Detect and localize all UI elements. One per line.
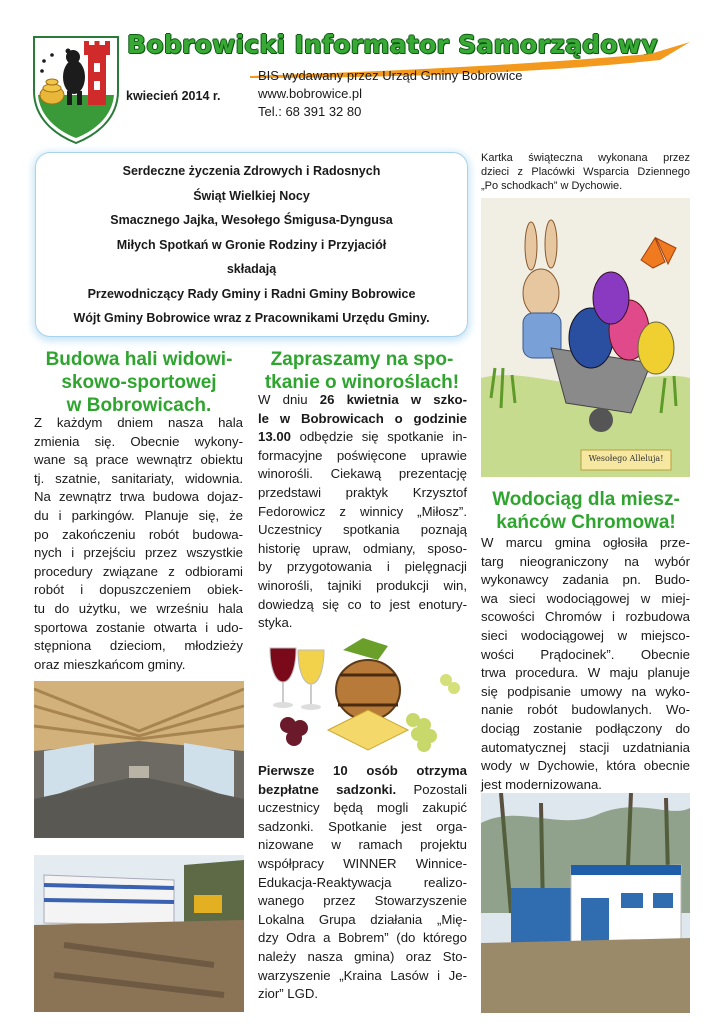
text-line: dzy Odra a Bobrem” (do którego	[258, 930, 467, 946]
card-caption	[481, 151, 690, 193]
text-line: by przygotowania i pielęgnacji	[258, 559, 467, 575]
text-line: Z każdym dniem nasza hala	[34, 415, 243, 430]
wish-line: Wójt Gminy Bobrowice wraz z Pracownikami Urzędu Gminy.	[73, 311, 430, 325]
text-span: Pozostali	[396, 781, 467, 797]
text-line: du i parkingów. Planuje się, że	[34, 507, 243, 523]
text-line: tj. szatnie, sanitariaty, widownia.	[34, 470, 243, 486]
text-line: wości Prądocinek”. Obecnie	[481, 646, 690, 662]
text-line: wa sieci wodociągowej w miej-	[481, 590, 690, 606]
water-station-photo	[481, 793, 690, 1013]
article-title	[480, 488, 692, 534]
bold-span: bezpłatne sadzonki.	[258, 781, 397, 797]
text-line	[258, 762, 467, 781]
text-line: oraz mieszkańcom gminy.	[34, 656, 186, 672]
text-line: sportowa zostanie otwarta i udo-	[34, 619, 243, 635]
easter-card-image	[481, 198, 690, 477]
text-line: Lokalna Grupa działania „Mię-	[258, 911, 467, 927]
text-line: warzyszenie „Kraina Lasów i Je-	[258, 967, 467, 983]
text-line: zior” LGD.	[258, 986, 319, 1002]
hall-exterior-photo	[34, 855, 244, 1012]
text-span: W dniu	[258, 392, 308, 407]
issue-date: kwiecień 2014 r.	[126, 89, 221, 103]
wine-grapes-image	[258, 630, 466, 755]
title-line: Budowa hali widowi-	[45, 349, 233, 370]
text-line: nizowane w ramach projektu	[258, 837, 467, 853]
text-line: sieci wodociągowej w miejsco-	[481, 627, 690, 643]
text-line: po zakończeniu robót budowa-	[34, 526, 243, 542]
text-line: dowiedzą się co to jest enotury-	[258, 596, 467, 612]
text-line: wane są prace wewnątrz obiektu	[34, 452, 243, 468]
title-line: Zapraszamy na spo-	[270, 349, 454, 370]
text-line: trwa procedura. W maju planuje	[481, 665, 690, 681]
wish-line: Miłych Spotkań w Gronie Rodziny i Przyjaciół	[116, 238, 387, 252]
caption-line: „Po schodkach” w Dychowie.	[481, 180, 623, 192]
text-line: formacyjne poświęcone uprawie	[258, 447, 467, 463]
bold-span: le w Bobrowicach o godzinie	[258, 410, 467, 426]
article-body	[258, 762, 467, 1004]
text-line	[258, 781, 467, 800]
text-line	[258, 391, 467, 410]
text-line: dociąg zostanie podłączony do	[481, 720, 690, 736]
article-body	[258, 391, 467, 633]
text-line: scowości Chromów i rozbudowa	[481, 609, 690, 625]
caption-line: Kartka świąteczna wykonana przez	[481, 152, 690, 164]
wish-line: Świąt Wielkiej Nocy	[193, 189, 310, 203]
text-line: przedstawi praktyk Krzysztof	[258, 484, 467, 500]
title-line: kańców Chromowa!	[496, 512, 676, 533]
text-line: Edukacja-Reaktywacja realizo-	[258, 874, 467, 890]
article-title	[34, 348, 244, 417]
text-line: winorośli. Ciekawą prezentację	[258, 466, 467, 482]
text-line: robót i dopuszczeniem obiek-	[34, 582, 243, 598]
text-line: wanego przez Stowarzyszenie	[258, 893, 467, 909]
coat-of-arms	[30, 33, 122, 145]
wish-line: Przewodniczący Rady Gminy i Radni Gminy Bobrowice	[87, 287, 416, 301]
article-title	[256, 348, 468, 394]
bold-span: Pierwsze 10 osób otrzyma	[258, 763, 467, 778]
bold-span: 13.00	[258, 429, 292, 445]
text-line: uczestnicy będą mogli zakupić	[258, 800, 467, 816]
text-line: należy nasza gmina) oraz Sto-	[258, 948, 467, 964]
text-line: nych i przejściu przez wszystkie	[34, 545, 243, 561]
text-line: targ nieograniczony na wybór	[481, 553, 690, 569]
phone-number: Tel.: 68 391 32 80	[258, 104, 362, 119]
text-line: historię upraw, odmiany, sposo-	[258, 540, 467, 556]
text-line: Na zewnątrz trwa budowa dojaz-	[34, 489, 243, 505]
text-line: automatycznej stacji uzdatniania	[481, 739, 690, 755]
text-line: W marcu gmina ogłosiła prze-	[481, 535, 690, 550]
title-line: w Bobrowicach.	[66, 395, 212, 416]
newsletter-title: Bobrowicki Informator Samorządowy	[127, 30, 658, 59]
article-body	[34, 414, 243, 674]
text-line: nanie robót budowlanych. Wo-	[481, 702, 690, 718]
text-line: współpracy WINNER Winnice-	[258, 855, 467, 871]
text-line: wody w Dychowie, która obecnie	[481, 758, 690, 774]
bold-span: 26 kwietnia w szko-	[319, 392, 467, 407]
title-line: tkanie o winoroślach!	[264, 372, 460, 393]
text-line: winorośli, tajniki produkcji win,	[258, 577, 467, 593]
text-line: styka.	[258, 615, 293, 631]
publisher-info	[258, 67, 522, 121]
text-line: wykonawcy zadania pn. Budo-	[481, 572, 690, 588]
text-line	[258, 428, 467, 447]
card-greeting: Wesołego Alleluja!	[588, 454, 664, 463]
caption-line: dzieci z Placówki Wsparcia Dziennego	[481, 166, 690, 178]
title-line: skowo-sportowej	[61, 372, 217, 393]
hall-interior-photo	[34, 681, 244, 838]
text-line: stępniona dzieciom, młodzieży	[34, 638, 243, 654]
website-link[interactable]: www.bobrowice.pl	[258, 86, 363, 101]
text-line: procedury związane z odbiorami	[34, 563, 243, 579]
wish-line: Serdeczne życzenia Zdrowych i Radosnych	[122, 164, 381, 178]
text-line: się podpisanie umowy na wyko-	[481, 683, 690, 699]
text-line: zmienia się. Obecnie wykony-	[34, 433, 243, 449]
text-line: Uczestnicy spotkania poznają	[258, 522, 467, 538]
title-line: Wodociąg dla miesz-	[492, 489, 680, 510]
wish-line: składają	[226, 262, 277, 276]
text-span: odbędzie się spotkanie in-	[291, 429, 467, 445]
publisher-line: BIS wydawany przez Urząd Gminy Bobrowice	[258, 68, 523, 83]
text-line: jest modernizowana.	[481, 776, 602, 792]
wish-line: Smacznego Jajka, Wesołego Śmigusa-Dyngusa	[110, 213, 393, 227]
text-line: sadzonki. Spotkanie jest orga-	[258, 818, 467, 834]
article-body	[481, 534, 690, 794]
text-line: tu do użytku, we wrześniu hala	[34, 600, 243, 616]
text-line	[258, 410, 467, 429]
text-line: Fedorowicz z winnicy „Miłosz”.	[258, 503, 467, 519]
